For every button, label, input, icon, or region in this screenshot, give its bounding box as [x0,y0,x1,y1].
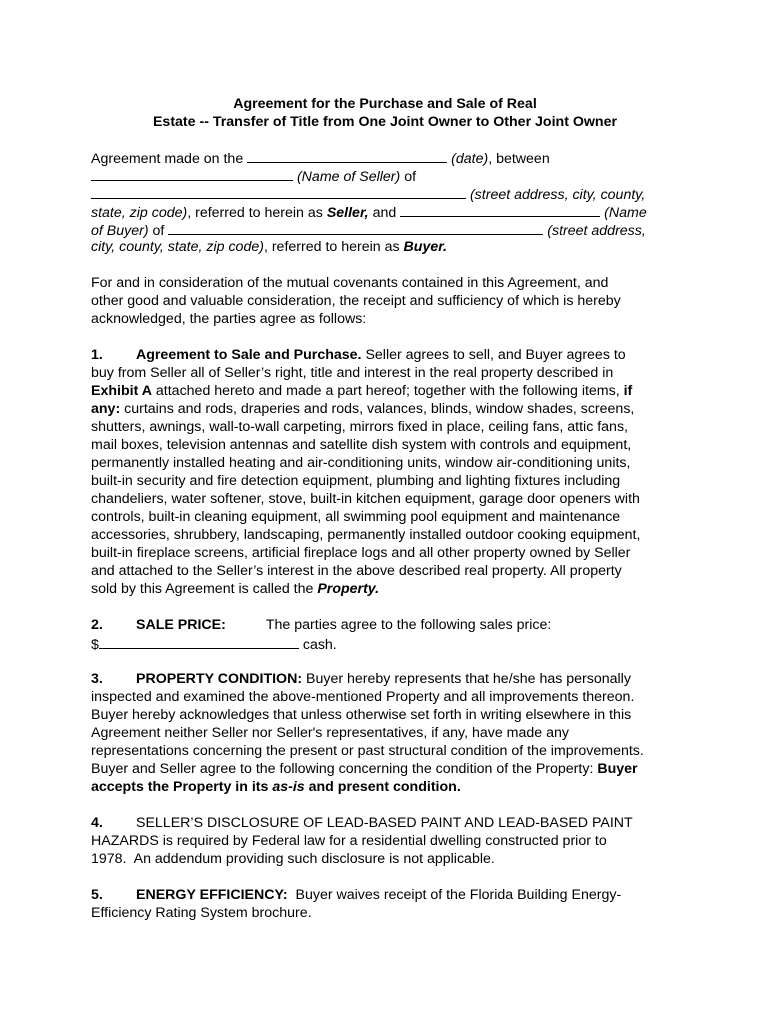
section-3-line-3: Buyer hereby acknowledges that unless otherwise set forth in writing elsewhere in this [91,707,632,723]
seller-name-blank[interactable] [91,166,293,181]
buyer-name-blank[interactable] [400,202,600,217]
buyer-address-blank[interactable] [168,220,543,235]
section-3-line-5: representations concerning the present or past structural condition of the improvements. [91,743,644,759]
section-1-line-10: controls, built-in cleaning equipment, all swimming pool equipment and maintenance [91,509,621,525]
section-1-line-13: and attached to the Seller’s interest in the above described real property. All property [91,563,622,579]
section-3-heading-line: 3. PROPERTY CONDITION: Buyer hereby represents that he/she has personally [91,671,631,687]
section-4-line-3: 1978. An addendum providing such disclosure is not applicable. [91,851,495,867]
section-1-line-4: any: curtains and rods, draperies and rods, valances, blinds, window shades, screens, [91,401,635,417]
section-3-line-2: inspected and examined the above-mentioned Property and all improvements thereon. [91,689,635,705]
section-1-line-8: built-in security and fire detection equipment, plumbing and lighting fixtures including [91,473,621,489]
section-1-line-5: shutters, awnings, wall-to-wall carpeting, mirrors fixed in place, ceiling fans, attic fans, [91,419,628,435]
section-1-line-14: sold by this Agreement is called the Property. [91,581,380,597]
section-2-line-2: $ cash. [91,634,337,654]
section-4-line-2: HAZARDS is required by Federal law for a residential dwelling constructed prior to [91,833,607,849]
section-1-line-11: accessories, shrubbery, landscaping, permanently installed outdoor cooking equipment, [91,527,641,543]
section-1-line-6: mail boxes, television antennas and satellite dish system with controls and equipment, [91,437,632,453]
intro-line-3: (street address, city, county, [91,184,645,204]
intro-line-5: of Buyer) of (street address, [91,220,646,240]
seller-address-blank[interactable] [91,184,466,199]
section-1-line-12: built-in fireplace screens, artificial fireplace logs and all other property owned by Seller [91,545,631,561]
intro-line-4: state, zip code), referred to herein as Seller, and (Name [91,202,647,222]
section-2-heading-line: 2. SALE PRICE: The parties agree to the following sales price: [91,617,552,633]
section-1-heading-line: 1. Agreement to Sale and Purchase. Seller agrees to sell, and Buyer agrees to [91,347,626,363]
section-5-heading-line: 5. ENERGY EFFICIENCY: Buyer waives receipt of the Florida Building Energy- [91,887,622,903]
title-line-2: Estate -- Transfer of Title from One Joint Owner to Other Joint Owner [152,114,618,130]
consideration-line-2: other good and valuable consideration, the receipt and sufficiency of which is hereby [91,293,621,309]
section-3-line-7: accepts the Property in its as-is and present condition. [91,779,461,795]
section-1-line-3: Exhibit A attached hereto and made a part hereof; together with the following items, if [91,383,633,399]
title-line-1: Agreement for the Purchase and Sale of Real [233,96,537,112]
intro-line-2: (Name of Seller) of [91,166,416,186]
section-1-line-7: permanently installed heating and air-conditioning units, window air-conditioning units, [91,455,631,471]
intro-line-1: Agreement made on the (date), between [91,148,550,168]
section-3-line-6: Buyer and Seller agree to the following concerning the condition of the Property: Buyer [91,761,638,777]
consideration-line-3: acknowledged, the parties agree as follows: [91,311,367,327]
date-blank[interactable] [247,148,447,163]
sale-price-blank[interactable] [99,634,299,649]
section-3-line-4: Agreement neither Seller nor Seller's representatives, if any, have made any [91,725,569,741]
section-1-line-2: buy from Seller all of Seller’s right, title and interest in the real property described in [91,365,614,381]
intro-line-6: city, county, state, zip code), referred to herein as Buyer. [91,239,447,255]
section-4-heading-line: 4. SELLER’S DISCLOSURE OF LEAD-BASED PAINT AND LEAD-BASED PAINT [91,815,633,831]
consideration-line-1: For and in consideration of the mutual covenants contained in this Agreement, and [91,275,609,291]
section-5-line-2: Efficiency Rating System brochure. [91,905,312,921]
section-1-line-9: chandeliers, water softener, stove, built-in kitchen equipment, garage door openers with [91,491,640,507]
